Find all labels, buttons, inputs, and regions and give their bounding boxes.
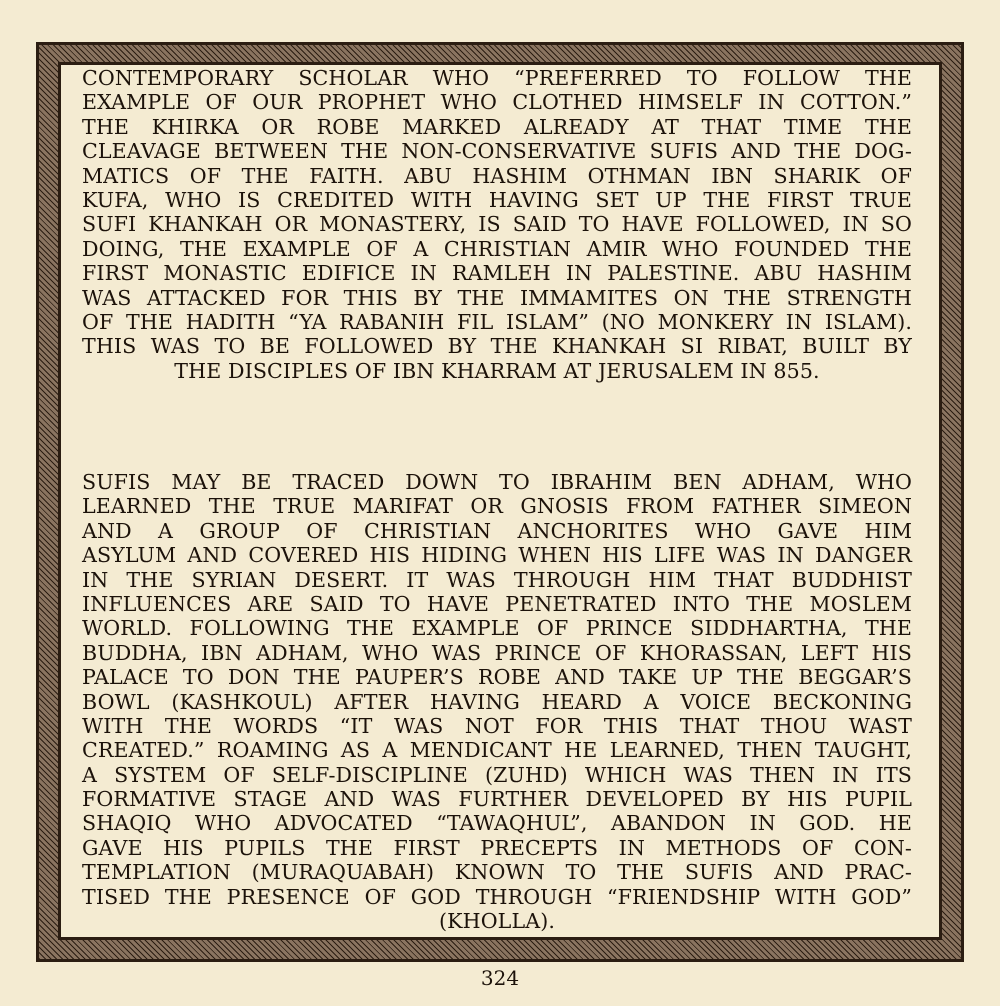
paragraph-2-line: BOWL (KASHKOUL) AFTER HAVING HEARD A VOICE BECKONING: [82, 689, 912, 714]
paragraph-1-line: DOING, THE EXAMPLE OF A CHRISTIAN AMIR WHO FOUNDED THE: [82, 236, 912, 261]
paragraph-2-line: IN THE SYRIAN DESERT. IT WAS THROUGH HIM THAT BUDDHIST: [82, 567, 912, 592]
paragraph-1-line: CLEAVAGE BETWEEN THE NON-CONSERVATIVE SUFIS AND THE DOG-: [82, 139, 912, 164]
page-number: 324: [480, 966, 520, 990]
paragraph-2-line: SHAQIQ WHO ADVOCATED “TAWAQHUL”, ABANDON IN GOD. HE: [82, 811, 912, 836]
paragraph-1-line: MATICS OF THE FAITH. ABU HASHIM OTHMAN IBN SHARIK OF: [82, 163, 912, 188]
paragraph-2-line: BUDDHA, IBN ADHAM, WHO WAS PRINCE OF KHORASSAN, LEFT HIS: [82, 640, 912, 665]
paragraph-1-line: CONTEMPORARY SCHOLAR WHO “PREFERRED TO FOLLOW THE: [82, 66, 912, 90]
paragraph-2-line: INFLUENCES ARE SAID TO HAVE PENETRATED INTO THE MOSLEM: [82, 591, 912, 616]
paragraph-1-line: OF THE HADITH “YA RABANIH FIL ISLAM” (NO MONKERY IN ISLAM).: [82, 309, 912, 334]
paragraph-2-line: AND A GROUP OF CHRISTIAN ANCHORITES WHO GAVE HIM: [82, 518, 912, 543]
paragraph-2-line: WORLD. FOLLOWING THE EXAMPLE OF PRINCE SIDDHARTHA, THE: [82, 616, 912, 641]
paragraph-2-line: SUFIS MAY BE TRACED DOWN TO IBRAHIM BEN ADHAM, WHO: [82, 470, 912, 494]
paragraph-2-line: GAVE HIS PUPILS THE FIRST PRECEPTS IN METHODS OF CON-: [82, 835, 912, 860]
paragraph-2: [82, 470, 912, 933]
paragraph-1-line: SUFI KHANKAH OR MONASTERY, IS SAID TO HAVE FOLLOWED, IN SO: [82, 212, 912, 237]
paragraph-2-line: (KHOLLA).: [439, 909, 555, 934]
paragraph-2-line: TISED THE PRESENCE OF GOD THROUGH “FRIENDSHIP WITH GOD”: [82, 884, 912, 909]
paragraph-1-line: THIS WAS TO BE FOLLOWED BY THE KHANKAH SI RIBAT, BUILT BY: [82, 334, 912, 359]
paragraph-2-line: PALACE TO DON THE PAUPER’S ROBE AND TAKE UP THE BEGGAR’S: [82, 665, 912, 690]
paragraph-2-line: ASYLUM AND COVERED HIS HIDING WHEN HIS LIFE WAS IN DANGER: [82, 543, 912, 568]
paragraph-2-line: WITH THE WORDS “IT WAS NOT FOR THIS THAT THOU WAST: [82, 713, 912, 738]
paragraph-1-line: FIRST MONASTIC EDIFICE IN RAMLEH IN PALESTINE. ABU HASHIM: [82, 261, 912, 286]
paragraph-2-line: TEMPLATION (MURAQUABAH) KNOWN TO THE SUFIS AND PRAC-: [82, 860, 912, 885]
paragraph-1-line: EXAMPLE OF OUR PROPHET WHO CLOTHED HIMSELF IN COTTON.”: [82, 90, 912, 115]
paragraph-1-line: WAS ATTACKED FOR THIS BY THE IMMAMITES ON THE STRENGTH: [82, 285, 912, 310]
paragraph-1-line: KUFA, WHO IS CREDITED WITH HAVING SET UP THE FIRST TRUE: [82, 187, 912, 212]
paragraph-2-line: LEARNED THE TRUE MARIFAT OR GNOSIS FROM FATHER SIMEON: [82, 494, 912, 519]
paragraph-2-line: A SYSTEM OF SELF-DISCIPLINE (ZUHD) WHICH WAS THEN IN ITS: [82, 762, 912, 787]
paragraph-2-line: CREATED.” ROAMING AS A MENDICANT HE LEARNED, THEN TAUGHT,: [82, 738, 912, 763]
paragraph-1-line: THE KHIRKA OR ROBE MARKED ALREADY AT THAT TIME THE: [82, 114, 912, 139]
paragraph-1: [82, 66, 912, 383]
paragraph-2-line: FORMATIVE STAGE AND WAS FURTHER DEVELOPED BY HIS PUPIL: [82, 787, 912, 812]
paragraph-1-line: THE DISCIPLES OF IBN KHARRAM AT JERUSALEM IN 855.: [174, 358, 820, 383]
